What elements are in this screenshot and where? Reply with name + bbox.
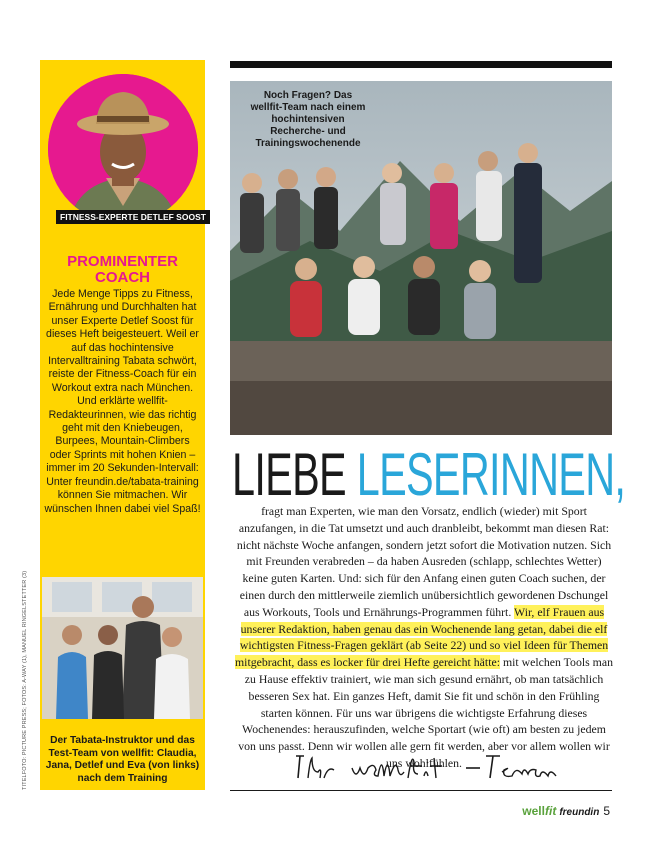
photo-credit: TITELFOTO: PICTURE PRESS; FOTOS: A-WAY (1), MANUEL RINGELSTETTER (3) bbox=[22, 570, 28, 790]
brand-well: well bbox=[522, 804, 545, 818]
page-footer bbox=[522, 804, 610, 818]
sidebar-title: PROMINENTER COACH bbox=[67, 253, 178, 286]
coach-portrait bbox=[48, 74, 198, 224]
headline bbox=[232, 441, 625, 509]
headline-comma: , bbox=[614, 441, 626, 508]
headline-part2: LESERINNEN bbox=[356, 441, 615, 508]
sidebar-body: Jede Menge Tipps zu Fitness, Ernährung und Durchhalten hat unser Experte Detlef Soost für dieses Heft beigesteuert. Weil er auf das hochintensive Intervalltraining Tabata schwört, reiste der Fitness-Coach für ein Workout extra nach München. Und erklärte wellfit-Redakteurinnen, wie das richtig geht mit den Kniebeugen, Burpees, Mountain-Climbers oder Sprints mit hohen Knien – immer im 20 Sekunden-Intervall: Unter freundin.de/tabata-training können Sie mitmachen. Wir wünschen Ihnen dabei viel Spaß! bbox=[44, 288, 201, 515]
top-rule bbox=[230, 61, 612, 68]
team-small-photo bbox=[42, 577, 203, 719]
team-signature bbox=[290, 748, 570, 784]
headline-part1: LIEBE bbox=[232, 441, 357, 508]
group-photo-caption: Noch Fragen? Das wellfit-Team nach einem hochintensiven Recherche- und Trainingswochenende bbox=[250, 90, 366, 149]
brand-fit: fit bbox=[544, 804, 557, 818]
bottom-rule bbox=[230, 790, 612, 791]
editorial-body bbox=[234, 503, 614, 772]
small-photo-caption: Der Tabata-Instruktor und das Test-Team von wellfit: Claudia, Jana, Detlef und Eva (von links) nach dem Training bbox=[45, 735, 200, 784]
body-text-highlight: Wir, elf Frauen aus unserer Redaktion, haben genau das ein Wochenende lang getan, dabei die elf wichtigsten Fitness-Fragen geklärt (ab Seite 22) und so viel Ideen für Themen mitgebracht, dass es locker für drei Hefte gereicht hätte: bbox=[235, 604, 609, 670]
portrait-tag: FITNESS-EXPERTE DETLEF SOOST bbox=[56, 210, 210, 224]
brand-freundin: freundin bbox=[559, 807, 600, 818]
team-small-photo-image bbox=[42, 577, 203, 719]
body-text-before: fragt man Experten, wie man den Vorsatz, endlich (wieder) mit Sport anzufangen, in die Tat umsetzt und auch dranbleibt, bekommt man diesen Rat: nicht nächste Woche anfangen, sondern jetzt sofort die Motivation nutzen. Sich mit Freunden verabreden – da haben Ausreden (schlapp, schlechtes Wetter) keine guten Karten. Und: sich für den Anfang einen guten Coach suchen, der einen durch den mittlerweile ziemlich unübersichtlich gewordenen Dschungel aus Workouts, Tools und Ernährungs-Programmen führt. bbox=[236, 504, 612, 619]
coach-portrait-image bbox=[48, 74, 198, 224]
page-number: 5 bbox=[603, 804, 610, 818]
body-text-after: mit welchen Tools man zu Hause effektiv trainiert, wie man sich gesund ernährt, ob man tatsächlich besseren Sex hat. Ein ganzes Heft, damit Sie fit und schön in den Frühling starten können. Für uns war übrigens die wichtigste Erfahrung dieses Wochenendes: herauszufinden, welche Sportart (wie oft) am besten zu jedem von uns passt. Denn wir wollen alle gern fit werden, aber vor allem wollen wir uns wohlfühlen. bbox=[238, 655, 613, 770]
